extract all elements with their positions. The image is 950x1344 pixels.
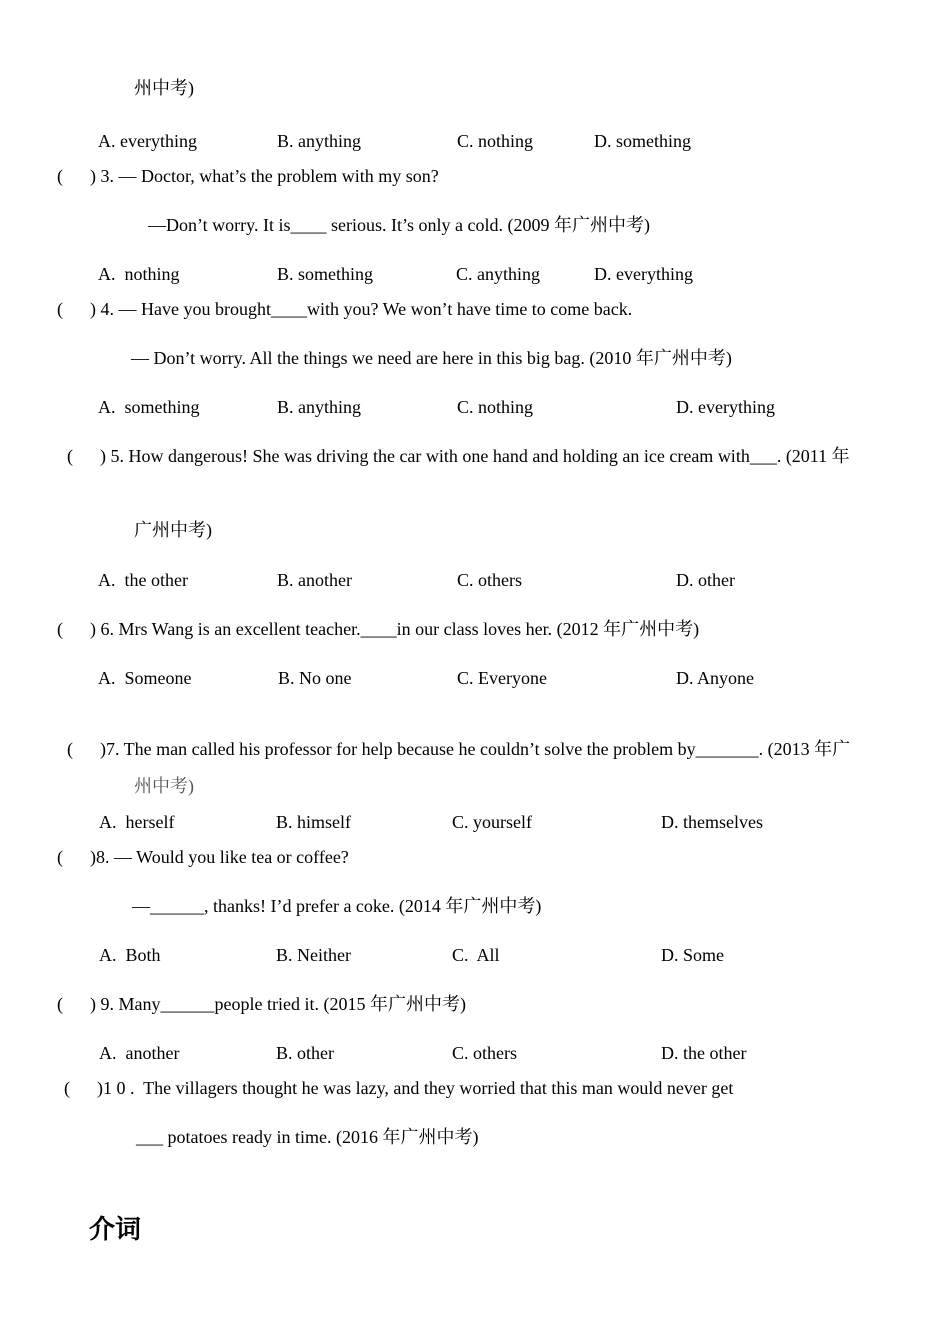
q2-option-c: C. nothing	[457, 131, 534, 151]
q5-option-c: C. others	[457, 570, 522, 590]
question-4-reply: — Don’t worry. All the things we need are here in this big bag. (2010 年广州中考)	[131, 348, 732, 368]
section-heading-prepositions: 介词	[89, 1215, 142, 1244]
question-9-stem: ( ) 9. Many______people tried it. (2015 年广州中考)	[57, 994, 466, 1014]
q2-option-d: D. something	[594, 131, 691, 151]
q4-option-b: B. anything	[277, 397, 361, 417]
q7-option-a: A. herself	[99, 812, 175, 832]
question-4-stem: ( ) 4. — Have you brought____with you? We won’t have time to come back.	[57, 299, 633, 319]
q6-option-b: B. No one	[278, 668, 352, 688]
question-3-reply: —Don’t worry. It is____ serious. It’s only a cold. (2009 年广州中考)	[148, 215, 650, 235]
q7-option-c: C. yourself	[452, 812, 532, 832]
question-8-reply: —______, thanks! I’d prefer a coke. (2014 年广州中考)	[132, 896, 542, 916]
q9-option-b: B. other	[276, 1043, 334, 1063]
q9-option-c: C. others	[452, 1043, 517, 1063]
question-5-source-tail: 广州中考)	[134, 520, 212, 540]
question-8-stem: ( )8. — Would you like tea or coffee?	[57, 847, 349, 867]
q6-option-c: C. Everyone	[457, 668, 547, 688]
question-6-stem: ( ) 6. Mrs Wang is an excellent teacher.____in our class loves her. (2012 年广州中考)	[57, 619, 700, 639]
q7-option-b: B. himself	[276, 812, 351, 832]
q7-option-d: D. themselves	[661, 812, 763, 832]
q5-option-b: B. another	[277, 570, 352, 590]
question-3-stem: ( ) 3. — Doctor, what’s the problem with my son?	[57, 166, 439, 186]
q5-option-a: A. the other	[98, 570, 188, 590]
question-10-continuation: ___ potatoes ready in time. (2016 年广州中考)	[136, 1127, 479, 1147]
q9-option-a: A. another	[99, 1043, 180, 1063]
q8-option-b: B. Neither	[276, 945, 351, 965]
q3-option-b: B. something	[277, 264, 374, 284]
q8-option-a: A. Both	[99, 945, 161, 965]
q6-option-a: A. Someone	[98, 668, 192, 688]
q2-option-a: A. everything	[98, 131, 197, 151]
q3-option-c: C. anything	[456, 264, 540, 284]
q4-option-c: C. nothing	[457, 397, 534, 417]
q9-option-d: D. the other	[661, 1043, 747, 1063]
question-5-stem: ( ) 5. How dangerous! She was driving the car with one hand and holding an ice cream with___. (2011 年	[67, 446, 850, 466]
q4-option-d: D. everything	[676, 397, 775, 417]
q8-option-c: C. All	[452, 945, 500, 965]
question-7-stem: ( )7. The man called his professor for help because he couldn’t solve the problem by_______. (2013 年广	[67, 739, 851, 759]
question-10-stem: ( )1 0 . The villagers thought he was lazy, and they worried that this man would never get	[64, 1078, 734, 1098]
question-2-source-tail: 州中考)	[134, 78, 194, 98]
q3-option-a: A. nothing	[98, 264, 180, 284]
question-7-source-tail: 州中考)	[134, 776, 194, 796]
q2-option-b: B. anything	[277, 131, 361, 151]
q8-option-d: D. Some	[661, 945, 724, 965]
q5-option-d: D. other	[676, 570, 735, 590]
q6-option-d: D. Anyone	[676, 668, 754, 688]
q4-option-a: A. something	[98, 397, 200, 417]
q3-option-d: D. everything	[594, 264, 693, 284]
